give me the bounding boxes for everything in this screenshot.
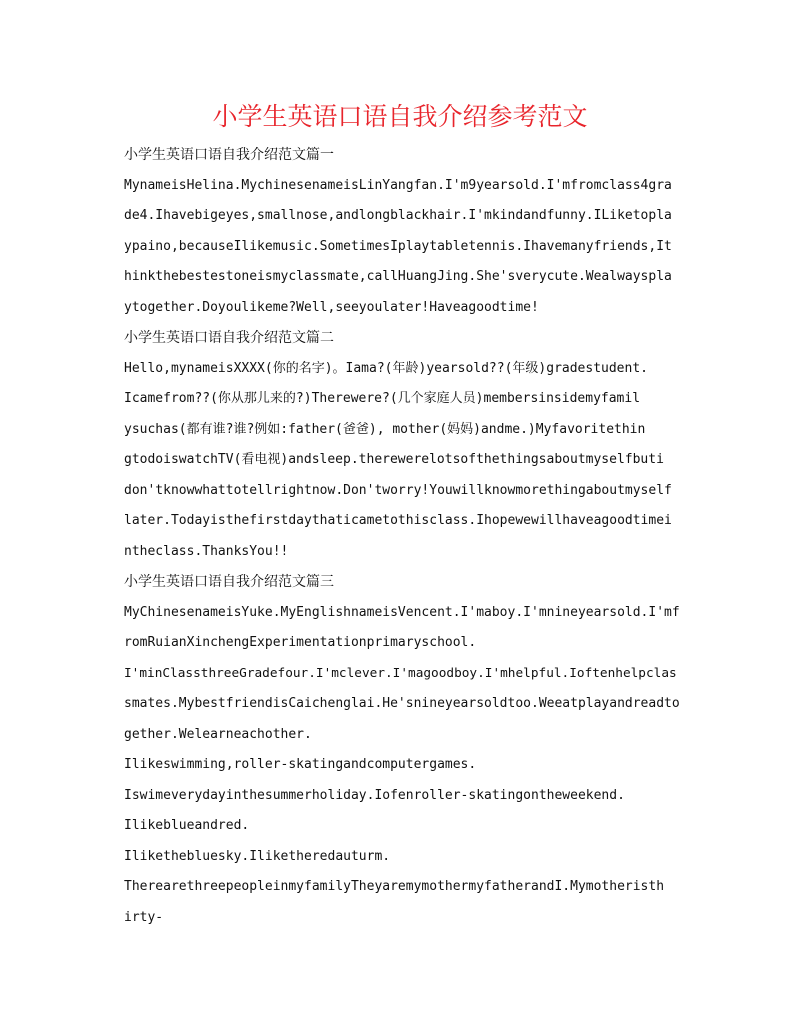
text-line: gtodoiswatchTV(看电视)andsleep.therewerelotsofthethingsaboutmyselfbuti: [124, 452, 664, 467]
section-heading: 小学生英语口语自我介绍范文篇一: [124, 147, 334, 163]
text-line: romRuianXinchengExperimentationprimaryschool.: [124, 635, 477, 650]
text-line: ytogether.Doyoulikeme?Well,seeyoulater!Haveagoodtime!: [124, 299, 539, 315]
text-line: MynameisHelina.MychinesenameisLinYangfan.I'm9yearsold.I'mfromclass4gra: [124, 177, 672, 193]
text-line: ypaino,becauseIlikemusic.SometimesIplaytabletennis.Ihavemanyfriends,It: [124, 238, 672, 254]
text-line: gether.Welearneachother.: [124, 726, 312, 742]
text-line: Hello,mynameisXXXX(你的名字)。Iama?(年龄)yearsold??(年级)gradestudent.: [124, 360, 648, 376]
text-line: smates.MybestfriendisCaichenglai.He'snineyearsoldtoo.Weeatplayandreadto: [124, 696, 680, 711]
text-line: ysuchas(都有谁?谁?例如:father(爸爸), mother(妈妈)andme.)Myfavoritethin: [124, 421, 646, 437]
text-line: Ilikethebluesky.Iliketheredauturm.: [124, 848, 391, 864]
text-line: I'minClassthreeGradefour.I'mclever.I'magoodboy.I'mhelpful.Ioftenhelpclas: [124, 665, 677, 681]
text-line: Ilikeblueandred.: [124, 818, 250, 833]
text-line: ntheclass.ThanksYou!!: [124, 543, 289, 559]
text-line: later.Todayisthefirstdaythaticametothisclass.Ihopewewillhaveagoodtimei: [124, 513, 672, 528]
text-line: Ilikeswimming,roller-skatingandcomputergames.: [124, 757, 477, 772]
text-line: hinkthebestestoneismyclassmate,callHuangJing.She'sverycute.Wealwayspla: [124, 269, 672, 284]
document-title: 小学生英语口语自我介绍参考范文: [212, 102, 588, 131]
text-line: Icamefrom??(你从那儿来的?)Therewere?(几个家庭人员)membersinsidemyfamil: [124, 391, 641, 406]
text-line: de4.Ihavebigeyes,smallnose,andlongblackhair.I'mkindandfunny.ILiketopla: [124, 208, 672, 223]
text-line: MyChinesenameisYuke.MyEnglishnameisVencent.I'maboy.I'mnineyearsold.I'mf: [124, 604, 680, 620]
text-line: irty-: [124, 909, 164, 925]
section-heading: 小学生英语口语自我介绍范文篇二: [124, 330, 334, 346]
document-body: [124, 140, 680, 933]
section-heading: 小学生英语口语自我介绍范文篇三: [124, 574, 334, 590]
text-line: TherearethreepeopleinmyfamilyTheyaremymothermyfatherandI.Mymotheristh: [124, 879, 665, 894]
text-line: don'tknowwhattotellrightnow.Don'tworry!Youwillknowmorethingaboutmyself: [124, 482, 672, 498]
text-line: Iswimeverydayinthesummerholiday.Iofenroller-skatingontheweekend.: [124, 787, 625, 803]
